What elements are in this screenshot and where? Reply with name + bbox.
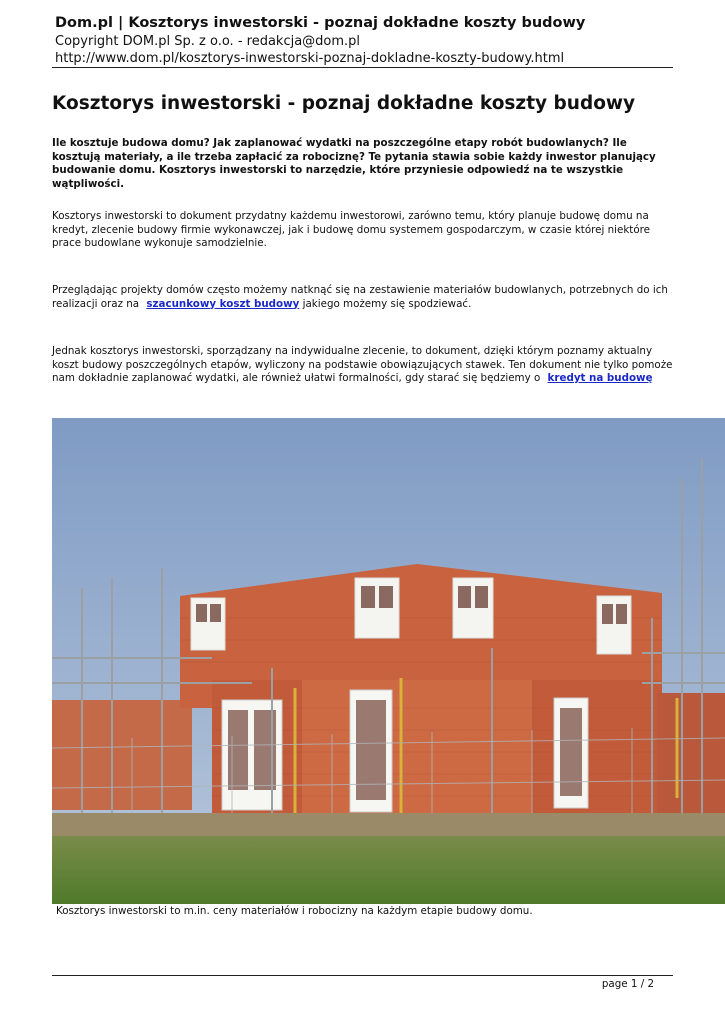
construction-photo	[52, 418, 725, 904]
estimated-cost-link[interactable]: szacunkowy koszt budowy	[146, 297, 300, 310]
construction-loan-link[interactable]: kredyt na budowę	[547, 372, 653, 384]
paragraph-2-text: Przeglądając projekty domów często możemy natknąć się na zestawienie materiałów budowlanych, potrzebnych do ich realizacji oraz na	[52, 284, 668, 310]
paragraph-3	[52, 345, 677, 386]
paragraph-1: Kosztorys inwestorski to dokument przydatny każdemu inwestorowi, zarówno temu, który planuje budowę domu na kredyt, zlecenie budowy firmie wykonawczej, jak i budowę domu systemem gospodarczym, w czasie której niektóre prace budowlane wykonuje samodzielnie.	[52, 210, 650, 249]
paragraph-2-text-end: jakiego możemy się spodziewać.	[302, 297, 472, 310]
paragraph-3-text: Jednak kosztorys inwestorski, sporządzany na indywidualne zlecenie, to dokument, dzięki którym poznamy aktualny koszt budowy poszczególnych etapów, wyliczony na podstawie obowiązujących stawek. Ten dokument nie tylko pomoże nam dokładnie zaplanować wydatki, ale również ułatwi formalności, gdy starać się będziemy o	[52, 345, 673, 384]
document-header	[55, 14, 673, 67]
image-caption: Kosztorys inwestorski to m.in. ceny materiałów i robocizny na każdym etapie budowy domu.	[56, 905, 533, 917]
article-title: Kosztorys inwestorski - poznaj dokładne koszty budowy	[52, 93, 636, 114]
footer-divider	[52, 975, 673, 976]
site-title: Dom.pl | Kosztorys inwestorski - poznaj dokładne koszty budowy	[55, 15, 586, 31]
article-lead: Ile kosztuje budowa domu? Jak zaplanować wydatki na poszczególne etapy robót budowlanych? Ile kosztują materiały, a ile trzeba zapłacić za robociznę? Te pytania stawia sobie każdy inwestor planujący budowanie domu. Kosztorys inwestorski to narzędzie, które przyniesie odpowiedź na te wszystkie wątpliwości.	[52, 137, 656, 190]
copyright-line: Copyright DOM.pl Sp. z o.o. - redakcja@dom.pl	[55, 34, 361, 49]
page-number: page 1 / 2	[601, 978, 654, 990]
header-divider	[52, 67, 673, 68]
paragraph-2	[52, 284, 677, 311]
source-url[interactable]: http://www.dom.pl/kosztorys-inwestorski-poznaj-dokladne-koszty-budowy.html	[55, 51, 565, 66]
